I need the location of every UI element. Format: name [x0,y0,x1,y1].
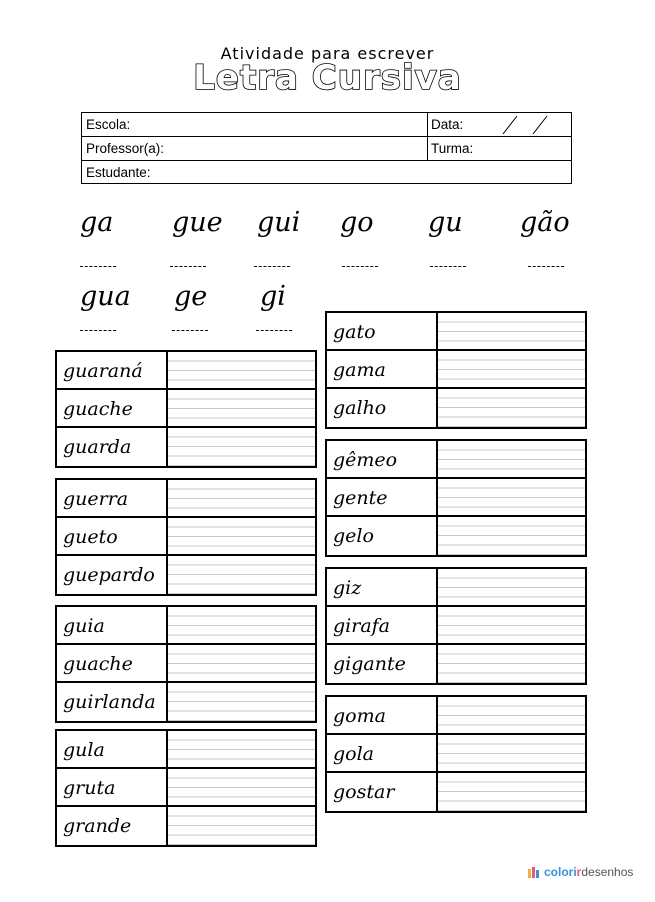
word-row [327,351,585,389]
syllable: gue [172,207,223,238]
word-row [327,389,585,427]
class-field[interactable] [427,137,573,160]
word-row [327,441,585,479]
teacher-row [82,137,571,161]
class-label: Turma: [431,141,474,156]
word-row [327,313,585,351]
school-row [82,113,571,137]
date-slashes-icon [487,115,567,135]
trace-line [254,266,290,267]
word-label: gama [327,351,438,387]
writing-lines[interactable] [438,735,585,771]
trace-line [170,266,206,267]
trace-line [172,330,208,331]
word-label: grande [57,807,168,845]
word-row [57,352,315,390]
syllable: gui [257,207,301,238]
word-label: girafa [327,607,438,643]
writing-lines[interactable] [438,351,585,387]
word-row [327,569,585,607]
word-row [57,607,315,645]
word-row [57,769,315,807]
teacher-label: Professor(a): [86,141,165,156]
writing-lines[interactable] [168,352,315,388]
trace-line [430,266,466,267]
page-title: Letra Cursiva [193,58,462,98]
student-info-table [81,112,572,184]
writing-lines[interactable] [438,313,585,349]
word-group [55,350,317,468]
word-row [327,607,585,645]
writing-lines[interactable] [168,807,315,845]
word-label: gostar [327,773,438,811]
word-label: guerra [57,480,168,516]
word-row [57,518,315,556]
word-label: galho [327,389,438,427]
writing-lines[interactable] [438,569,585,605]
word-group [325,311,587,429]
word-label: giz [327,569,438,605]
site-logo: colorirdesenhos [527,865,633,879]
syllable: gua [80,281,131,312]
writing-lines[interactable] [438,389,585,427]
word-label: guache [57,645,168,681]
student-label: Estudante: [86,165,151,180]
teacher-field[interactable] [82,137,427,160]
syllable: ga [80,207,114,238]
school-field[interactable] [82,113,427,136]
word-label: guepardo [57,556,168,594]
word-row [57,683,315,721]
word-label: gente [327,479,438,515]
writing-lines[interactable] [438,773,585,811]
word-group [325,695,587,813]
trace-line [342,266,378,267]
writing-lines[interactable] [438,441,585,477]
date-label: Data: [431,117,464,132]
word-label: gueto [57,518,168,554]
syllable: gu [428,207,463,238]
school-label: Escola: [86,117,131,132]
writing-lines[interactable] [168,480,315,516]
crayon-logo-icon [527,865,541,879]
word-row [57,390,315,428]
word-row [57,428,315,466]
word-row [57,645,315,683]
word-label: gato [327,313,438,349]
writing-lines[interactable] [438,645,585,683]
writing-lines[interactable] [438,697,585,733]
writing-lines[interactable] [168,556,315,594]
writing-lines[interactable] [438,479,585,515]
trace-line [80,330,116,331]
word-label: guirlanda [57,683,168,721]
writing-lines[interactable] [438,517,585,555]
word-row [327,773,585,811]
writing-lines[interactable] [168,390,315,426]
word-row [327,517,585,555]
word-label: guaraná [57,352,168,388]
word-label: goma [327,697,438,733]
trace-line [80,266,116,267]
word-row [57,731,315,769]
word-row [327,735,585,773]
trace-line [256,330,292,331]
word-group [55,478,317,596]
syllable: ge [174,281,208,312]
student-field[interactable] [82,161,571,185]
writing-lines[interactable] [168,518,315,554]
writing-lines[interactable] [168,645,315,681]
word-group [325,567,587,685]
syllable: gão [520,207,570,238]
word-label: gula [57,731,168,767]
writing-lines[interactable] [168,731,315,767]
word-label: guarda [57,428,168,466]
word-group [55,605,317,723]
word-group [325,439,587,557]
word-label: gruta [57,769,168,805]
word-row [327,479,585,517]
word-group [55,729,317,847]
syllable: go [340,207,374,238]
student-row [82,161,571,185]
word-row [57,480,315,518]
word-row [327,645,585,683]
word-label: gelo [327,517,438,555]
word-row [57,807,315,845]
trace-line [528,266,564,267]
writing-lines[interactable] [438,607,585,643]
word-label: gola [327,735,438,771]
writing-lines[interactable] [168,769,315,805]
word-row [57,556,315,594]
writing-lines[interactable] [168,428,315,466]
writing-lines[interactable] [168,607,315,643]
writing-lines[interactable] [168,683,315,721]
word-label: guache [57,390,168,426]
word-label: guia [57,607,168,643]
syllable: gi [260,281,286,312]
activity-subtitle: Atividade para escrever [220,44,435,63]
word-row [327,697,585,735]
word-label: gêmeo [327,441,438,477]
date-field[interactable] [427,113,573,136]
word-label: gigante [327,645,438,683]
